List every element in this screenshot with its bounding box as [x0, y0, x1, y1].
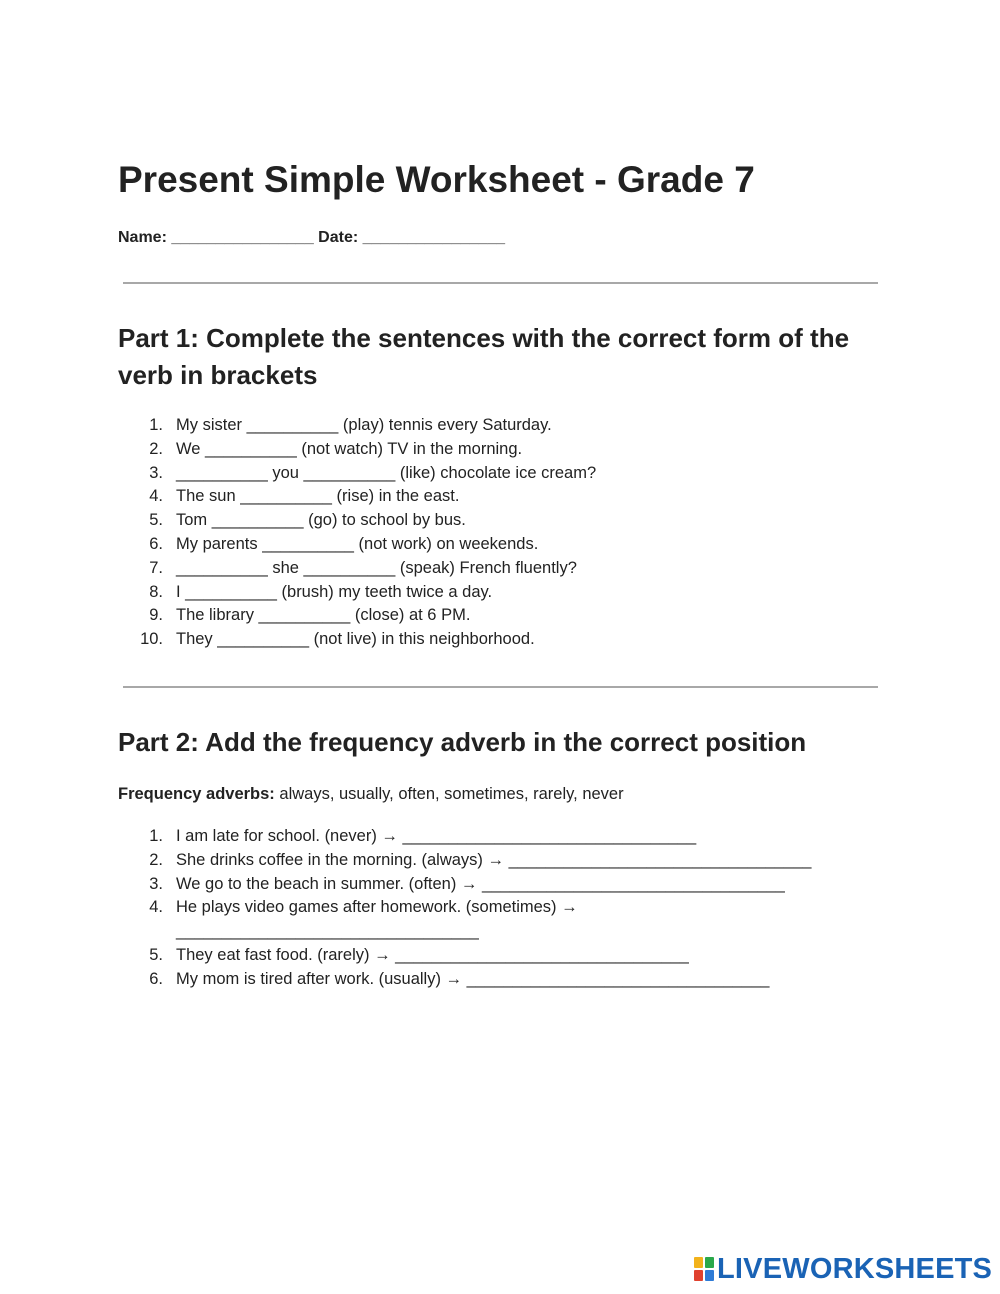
- item-number: 6.: [149, 969, 163, 988]
- name-date-line: Name: ________________ Date: ________________: [118, 229, 505, 246]
- item-number: 8.: [149, 582, 163, 601]
- list-item: [0, 604, 876, 628]
- divider: [123, 282, 878, 284]
- item-number: 3.: [149, 463, 163, 482]
- list-item: [0, 944, 876, 968]
- item-text: __________ you __________ (like) chocolate ice cream?: [176, 463, 597, 482]
- item-text: They __________ (not live) in this neighborhood.: [176, 630, 535, 649]
- list-item: [0, 896, 876, 944]
- part2-heading: Part 2: Add the frequency adverb in the correct position: [118, 727, 807, 757]
- item-text: I __________ (brush) my teeth twice a day.: [176, 582, 493, 601]
- item-number: 6.: [149, 534, 163, 553]
- item-text: My mom is tired after work. (usually) → _________________________________: [176, 969, 770, 988]
- adverbs-label: Frequency adverbs:: [118, 785, 275, 803]
- item-text: We __________ (not watch) TV in the morning.: [176, 439, 523, 458]
- frequency-adverbs-line: [118, 784, 624, 804]
- item-number: 5.: [149, 945, 163, 964]
- list-item: [0, 849, 876, 873]
- item-number: 1.: [149, 827, 163, 845]
- item-number: 1.: [149, 416, 163, 434]
- item-text: She drinks coffee in the morning. (always) → _________________________________: [176, 850, 812, 869]
- list-item: [0, 557, 876, 581]
- divider: [123, 686, 878, 688]
- list-item: [0, 628, 876, 652]
- item-number: 3.: [149, 874, 163, 893]
- list-item: [0, 825, 876, 849]
- item-number: 7.: [149, 558, 163, 577]
- item-number: 2.: [149, 439, 163, 458]
- item-number: 4.: [149, 487, 163, 506]
- item-text: He plays video games after homework. (sometimes) → _________________________________: [176, 898, 578, 941]
- item-number: 10.: [140, 630, 163, 649]
- part2-list: [0, 825, 876, 992]
- list-item: [0, 968, 876, 992]
- adverbs-list: always, usually, often, sometimes, rarely, never: [279, 785, 624, 803]
- logo-tile: [705, 1257, 714, 1268]
- brand-wordmark: LIVEWORKSHEETS: [717, 1253, 993, 1285]
- item-number: 9.: [149, 606, 163, 625]
- item-text: My sister __________ (play) tennis every Saturday.: [176, 416, 552, 434]
- item-text: The library __________ (close) at 6 PM.: [176, 606, 471, 625]
- part1-list: [0, 414, 876, 652]
- list-item: [0, 581, 876, 605]
- item-number: 4.: [149, 898, 163, 917]
- item-text: Tom __________ (go) to school by bus.: [176, 511, 466, 530]
- liveworksheets-brand: [694, 1254, 992, 1284]
- part1-heading: Part 1: Complete the sentences with the correct form of the verb in brackets: [118, 323, 850, 390]
- item-text: I am late for school. (never) → ________________________________: [176, 827, 697, 845]
- liveworksheets-logo-icon: [694, 1257, 714, 1281]
- item-text: The sun __________ (rise) in the east.: [176, 487, 460, 506]
- list-item: [0, 533, 876, 557]
- item-text: They eat fast food. (rarely) → ________________________________: [176, 945, 689, 964]
- logo-tile: [705, 1270, 714, 1281]
- item-text: __________ she __________ (speak) French fluently?: [176, 558, 577, 577]
- logo-tile: [694, 1270, 703, 1281]
- list-item: [0, 509, 876, 533]
- list-item: [0, 462, 876, 486]
- item-number: 5.: [149, 511, 163, 530]
- item-number: 2.: [149, 850, 163, 869]
- page-title: Present Simple Worksheet - Grade 7: [118, 159, 755, 200]
- list-item: [0, 438, 876, 462]
- list-item: [0, 485, 876, 509]
- logo-tile: [694, 1257, 703, 1268]
- item-text: My parents __________ (not work) on weekends.: [176, 534, 539, 553]
- item-text: We go to the beach in summer. (often) → _________________________________: [176, 874, 785, 893]
- list-item: [0, 873, 876, 897]
- list-item: [0, 414, 876, 438]
